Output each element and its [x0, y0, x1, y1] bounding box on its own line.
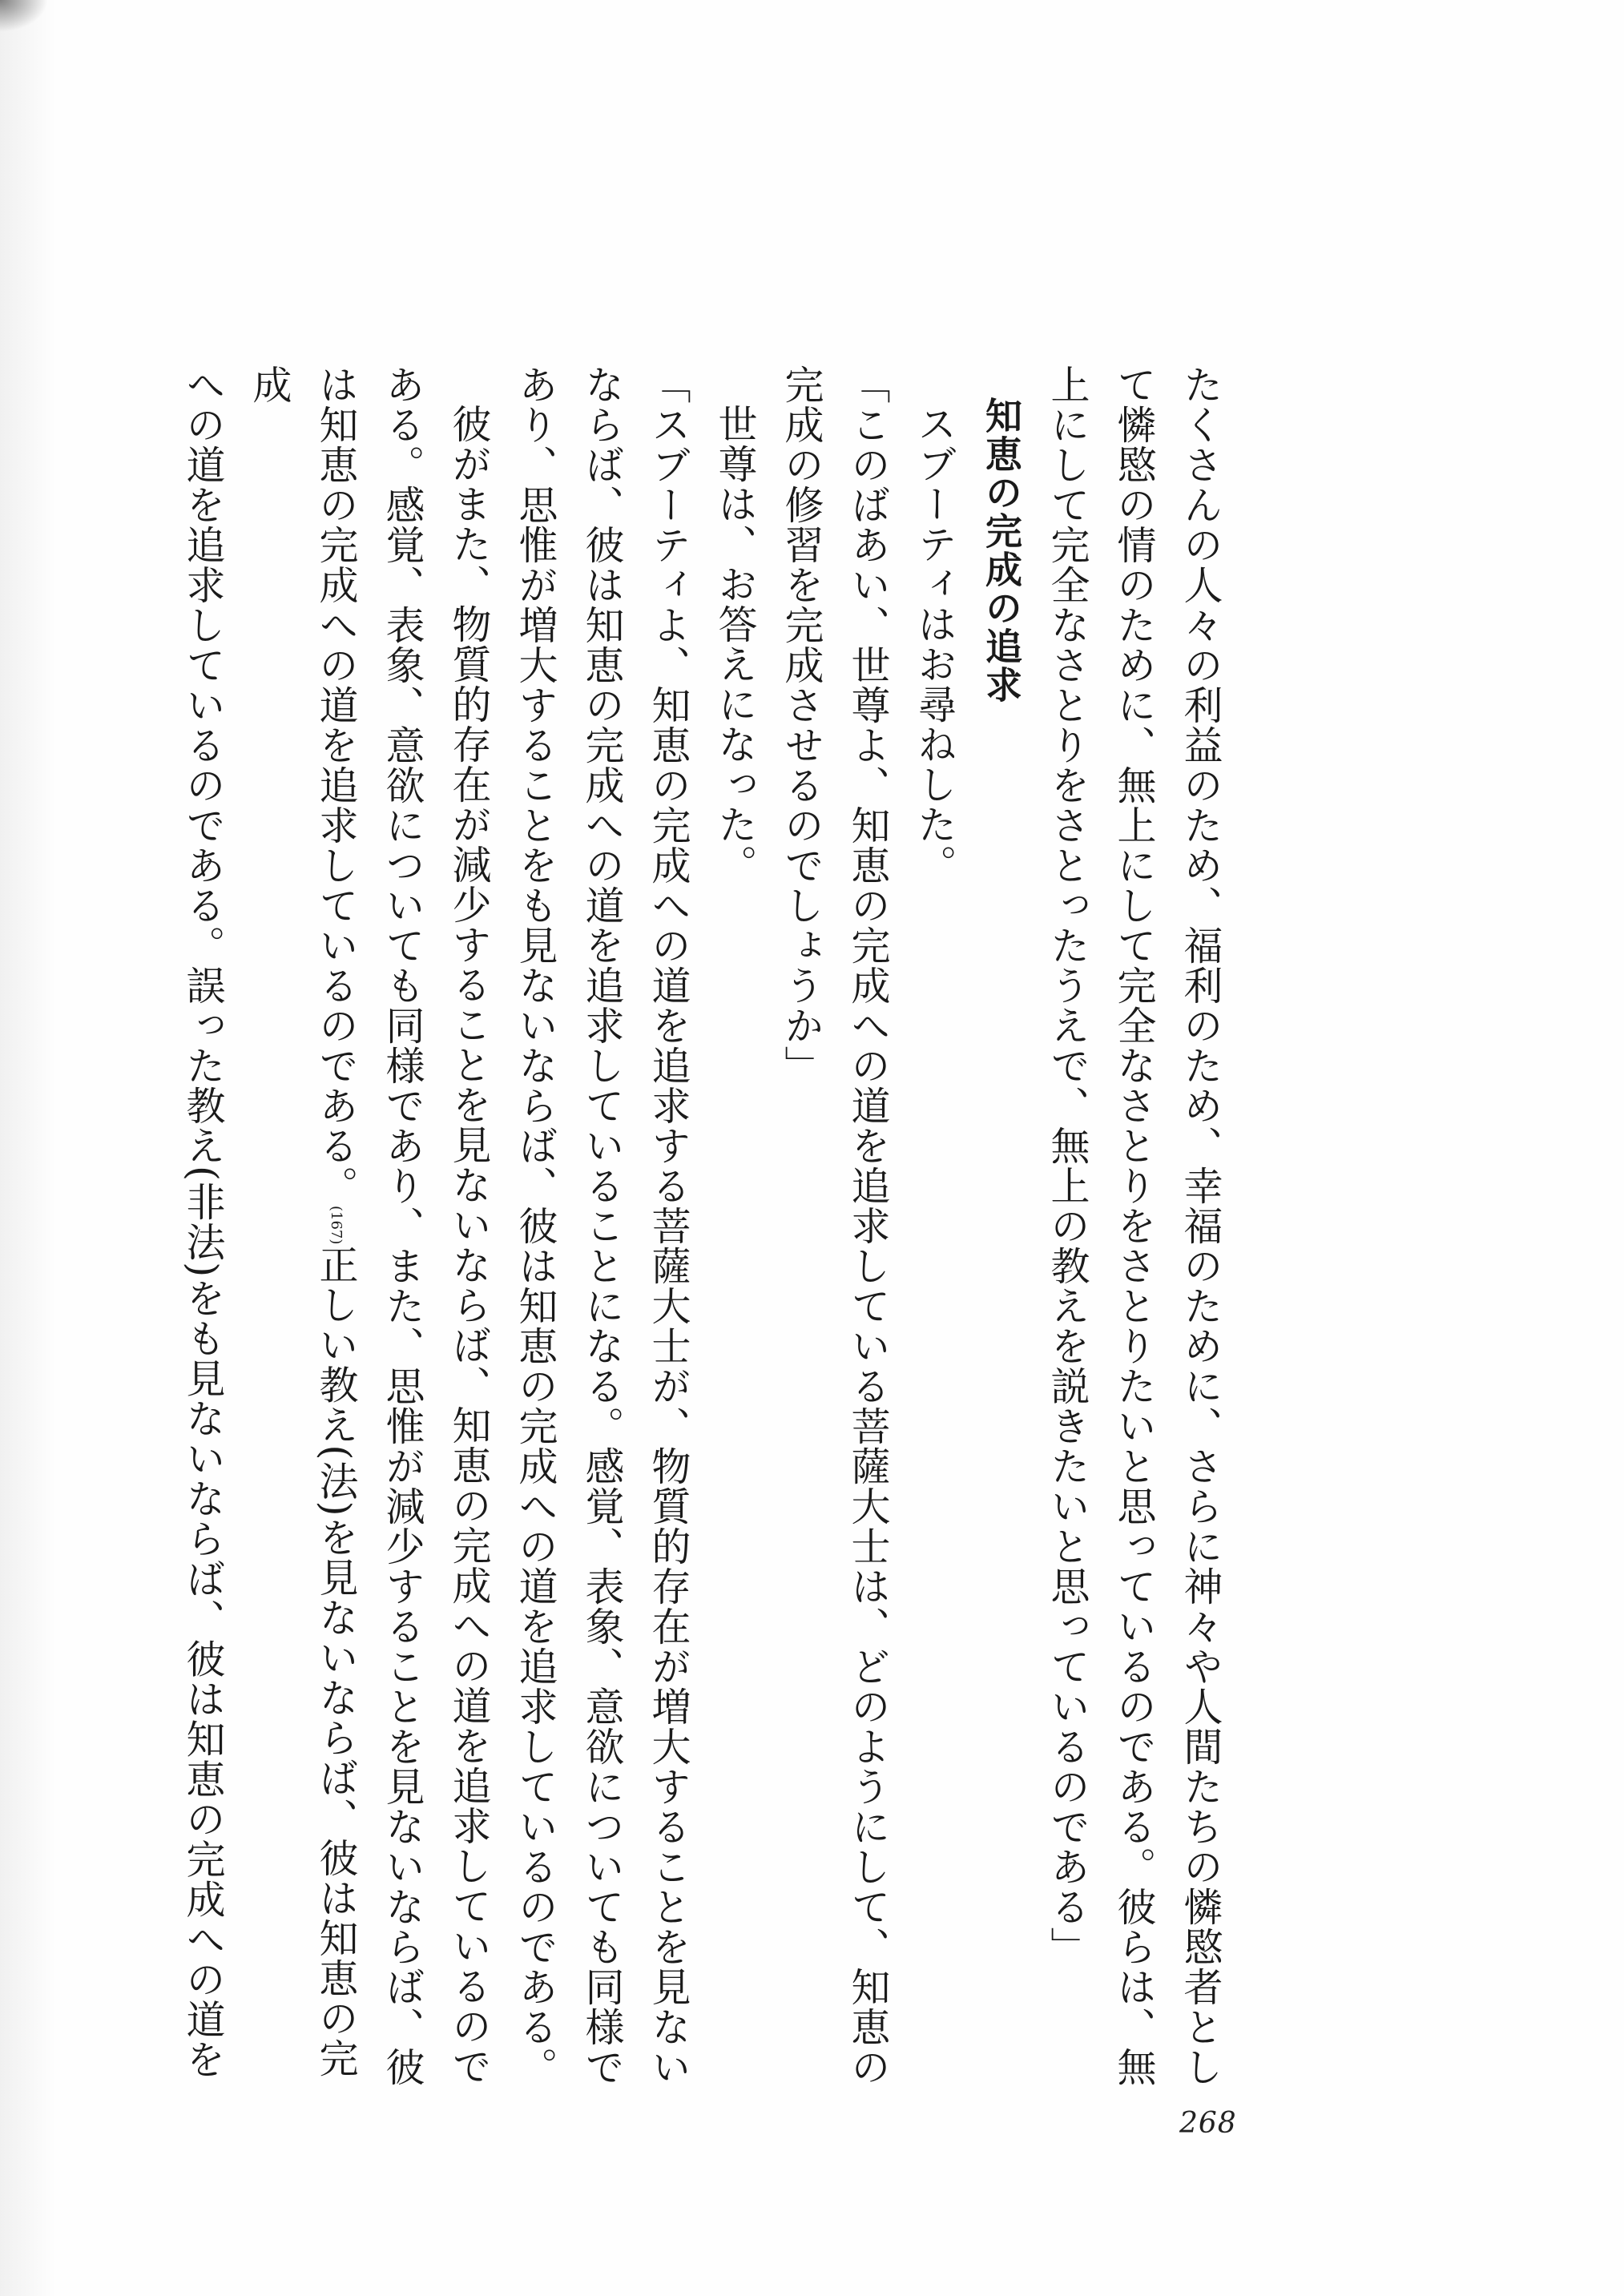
- answer-paragraph-2-continued: 正しい教え(法)を見ないならば、彼は知恵の完成 への道を追求しているのである。誤った教え(非法)をも見ないならば、彼は知恵の完成への道を: [180, 365, 359, 2080]
- narration-buddha-answers: 世尊は、お答えになった。: [712, 404, 758, 884]
- continuation-paragraph: たくさんの人々の利益のため、福利のため、幸福のために、さらに神々や人間たちの憐愍者とし て憐愍の情のために、無上にして完全なさとりをさとりたいと思っているのである。彼らは、無 上にして完全なさとりをさとったうえで、無上の教えを説きたいと思っているのである」: [1045, 365, 1223, 2087]
- answer-paragraph-1: 「スブーティよ、知恵の完成への道を追求する菩薩大士が、物質的存在が増大することを見ない ならば、彼は知恵の完成への道を追求していることになる。感覚、表象、意欲についても同様で あり、思惟が増大することをも見ないならば、彼は知恵の完成への道を追求しているのである。: [513, 365, 691, 2087]
- answer-paragraph-2-text: 彼がまた、物質的存在が減少することを見ないならば、知恵の完成への道を追求しているので ある。感覚、表象、意欲についても同様であり、また、思惟が減少することを見ないならば、彼 は知恵の完成への道を追求しているのである。: [313, 365, 492, 2087]
- answer-paragraph-2: [170, 365, 502, 2103]
- narration-subhuti-asks: スブーティはお尋ねした。: [912, 404, 957, 884]
- section-heading: 知恵の完成の追求: [980, 397, 1023, 704]
- page-number: 268: [1179, 2107, 1237, 2140]
- scan-shadow: [0, 0, 56, 2296]
- scan-corner-mark: [0, 0, 48, 32]
- footnote-marker: (167): [328, 1206, 345, 1245]
- question-paragraph: 「このばあい、世尊よ、知恵の完成への道を追求している菩薩大士は、どのようにして、知恵の 完成の修習を完成させるのでしょうか」: [779, 365, 891, 2087]
- vertical-text-body: [180, 365, 1234, 2103]
